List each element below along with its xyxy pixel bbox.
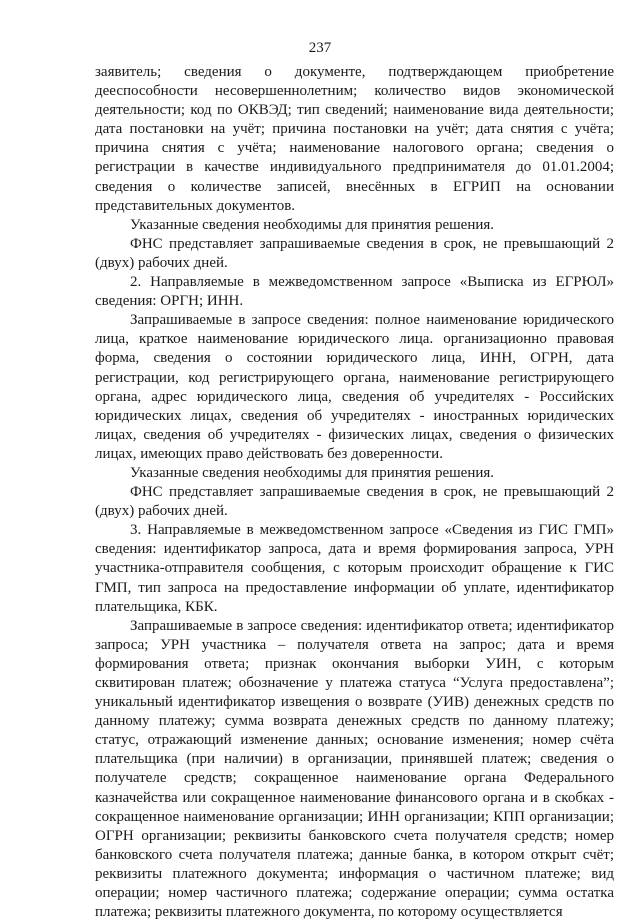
paragraph-egrul-request: 2. Направляемые в межведомственном запросе «Выписка из ЕГРЮЛ» сведения: ОРГН; ИНН. [95,274,614,310]
paragraph-gis-gmp-request: 3. Направляемые в межведомственном запросе «Сведения из ГИС ГМП» сведения: идентификатор запроса, дата и время формирования запроса, УРН участника-отправителя сообщения, с которым происходит обращение к ГИС ГМП, тип запроса на предоставление информации об уплате, идентификатор плательщика, КБК. [95,522,614,615]
paragraph-gis-gmp-requested-data: Запрашиваемые в запросе сведения: идентификатор ответа; идентификатор запроса; УРН участника – получателя ответа на запрос; дата и время формирования ответа; признак окончания выборки УИН, с которым сквитирован платеж; обозначение у платежа статуса “Услуга предоставлена”; уникальный идентификатор извещения о возврате (УИВ) денежных средств по данному платежу; сумма возврата денежных средств по данному платежу; статус, отражающий изменение данных; основание изменения; номер счёта плательщика (при наличии) в организации, принявшей платеж; сведения о получателе средств; сокращенное наименование органа Федерального казначейства или сокращенное наименование финансового органа и в скобках - сокращенное наименование организации; ИНН организации; КПП организации; ОГРН организации; реквизиты банковского счета получателя средств; номер банковского счета получателя платежа; данные банка, в котором открыт счёт; реквизиты платежного документа; информация о частичном платеже; вид операции; номер частичного платежа; содержание операции; сумма остатка платежа; реквизиты платежного документа, по которому осуществляется [95,617,614,921]
paragraph-decision-note-2: Указанные сведения необходимы для принятия решения. [130,464,495,481]
paragraph-fns-deadline-2: ФНС представляет запрашиваемые сведения в срок, не превышающий 2 (двух) рабочих дней. [95,484,614,520]
page-number: 237 [308,40,332,56]
document-body [95,63,614,922]
paragraph-fns-deadline-1: ФНС представляет запрашиваемые сведения в срок, не превышающий 2 (двух) рабочих дней. [95,235,614,271]
paragraph-egrul-requested-data: Запрашиваемые в запросе сведения: полное наименование юридического лица, краткое наименование юридического лица. организационно правовая форма, сведения о состоянии юридического лица, ИНН, ОГРН, дата регистрации, код регистрирующего органа, наименование регистрирующего органа, адрес юридического лица, сведения об учредителях - Российских юридических лицах, сведения об учредителях - иностранных юридических лицах, сведения об учредителях - физических лицах, сведения о физических лицах, имеющих право действовать без доверенности. [95,312,614,462]
paragraph-decision-note-1: Указанные сведения необходимы для принятия решения. [130,216,495,233]
paragraph-continuation: заявитель; сведения о документе, подтверждающем приобретение дееспособности несовершеннолетним; количество видов экономической деятельности; код по ОКВЭД; тип сведений; наименование вида деятельности; дата постановки на учёт; причина постановки на учёт; дата снятия с учёта; причина снятия с учёта; наименование налогового органа; сведения о регистрации в качестве индивидуального предпринимателя до 01.01.2004; сведения о количестве записей, внесённых в ЕГРИП на основании представительных документов. [95,64,614,214]
